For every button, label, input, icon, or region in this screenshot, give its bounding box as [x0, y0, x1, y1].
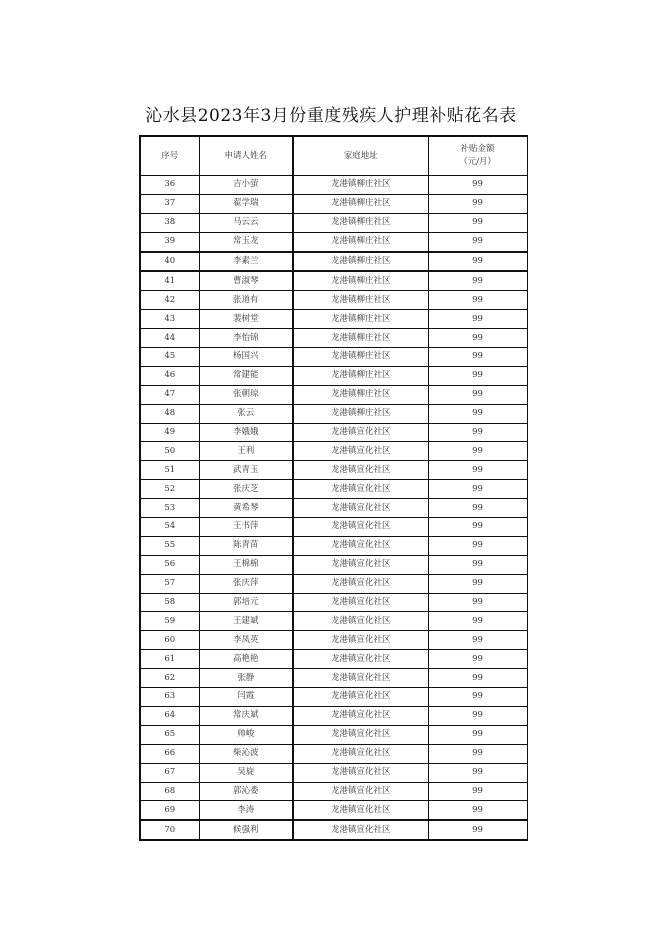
cell-home-address: 龙港镇柳庄社区 — [293, 232, 428, 251]
cell-applicant-name: 高艳艳 — [199, 650, 293, 669]
cell-home-address: 龙港镇柳庄社区 — [293, 213, 428, 232]
table-row — [140, 385, 527, 404]
table-row — [140, 801, 527, 820]
cell-subsidy-amount: 99 — [428, 176, 527, 195]
cell-home-address: 龙港镇柳庄社区 — [293, 310, 428, 329]
table-row — [140, 366, 527, 385]
table-row — [140, 252, 527, 272]
table-row — [140, 423, 527, 442]
cell-applicant-name: 王棉棉 — [199, 555, 293, 574]
cell-index: 47 — [140, 385, 199, 404]
cell-index: 59 — [140, 612, 199, 631]
cell-home-address: 龙港镇柳庄社区 — [293, 404, 428, 423]
cell-home-address: 龙港镇宣化社区 — [293, 461, 428, 480]
cell-applicant-name: 李素兰 — [199, 252, 293, 272]
cell-subsidy-amount: 99 — [428, 725, 527, 744]
cell-subsidy-amount: 99 — [428, 555, 527, 574]
cell-index: 60 — [140, 631, 199, 650]
cell-applicant-name: 郭培元 — [199, 593, 293, 612]
table-row — [140, 518, 527, 537]
cell-applicant-name: 张云 — [199, 404, 293, 423]
cell-home-address: 龙港镇宣化社区 — [293, 536, 428, 555]
table-row — [140, 232, 527, 251]
cell-index: 40 — [140, 252, 199, 272]
cell-index: 67 — [140, 763, 199, 782]
header-amount — [428, 136, 527, 176]
table-row — [140, 442, 527, 461]
cell-subsidy-amount: 99 — [428, 518, 527, 537]
cell-subsidy-amount: 99 — [428, 194, 527, 213]
table-row — [140, 291, 527, 310]
cell-subsidy-amount: 99 — [428, 631, 527, 650]
cell-applicant-name: 杨国兴 — [199, 348, 293, 367]
cell-index: 66 — [140, 744, 199, 763]
cell-home-address: 龙港镇宣化社区 — [293, 706, 428, 725]
cell-applicant-name: 张静 — [199, 669, 293, 688]
cell-index: 56 — [140, 555, 199, 574]
cell-home-address: 龙港镇宣化社区 — [293, 574, 428, 593]
cell-subsidy-amount: 99 — [428, 593, 527, 612]
cell-home-address: 龙港镇宣化社区 — [293, 612, 428, 631]
subsidy-roster-table — [139, 135, 528, 841]
cell-subsidy-amount: 99 — [428, 499, 527, 518]
cell-applicant-name: 武青玉 — [199, 461, 293, 480]
cell-home-address: 龙港镇宣化社区 — [293, 650, 428, 669]
header-name: 申请人姓名 — [199, 136, 293, 176]
table-row — [140, 271, 527, 290]
table-row — [140, 555, 527, 574]
cell-home-address: 龙港镇柳庄社区 — [293, 348, 428, 367]
cell-subsidy-amount: 99 — [428, 271, 527, 290]
table-row — [140, 348, 527, 367]
cell-applicant-name: 马云云 — [199, 213, 293, 232]
table-row — [140, 820, 527, 840]
cell-home-address: 龙港镇宣化社区 — [293, 518, 428, 537]
header-address: 家庭地址 — [293, 136, 428, 176]
header-index: 序号 — [140, 136, 199, 176]
cell-index: 46 — [140, 366, 199, 385]
cell-home-address: 龙港镇宣化社区 — [293, 631, 428, 650]
cell-index: 39 — [140, 232, 199, 251]
table-row — [140, 744, 527, 763]
cell-index: 61 — [140, 650, 199, 669]
cell-subsidy-amount: 99 — [428, 329, 527, 348]
table-row — [140, 499, 527, 518]
table-row — [140, 725, 527, 744]
cell-applicant-name: 李怡锦 — [199, 329, 293, 348]
cell-index: 65 — [140, 725, 199, 744]
table-row — [140, 176, 527, 195]
cell-applicant-name: 闫霞 — [199, 688, 293, 707]
cell-home-address: 龙港镇宣化社区 — [293, 555, 428, 574]
cell-applicant-name: 翟学瑞 — [199, 194, 293, 213]
table-row — [140, 310, 527, 329]
cell-home-address: 龙港镇宣化社区 — [293, 763, 428, 782]
cell-subsidy-amount: 99 — [428, 612, 527, 631]
cell-subsidy-amount: 99 — [428, 348, 527, 367]
table-row — [140, 706, 527, 725]
cell-index: 36 — [140, 176, 199, 195]
cell-subsidy-amount: 99 — [428, 404, 527, 423]
cell-index: 58 — [140, 593, 199, 612]
cell-applicant-name: 常庆斌 — [199, 706, 293, 725]
cell-applicant-name: 黄希琴 — [199, 499, 293, 518]
cell-applicant-name: 柴沁波 — [199, 744, 293, 763]
cell-index: 50 — [140, 442, 199, 461]
table-row — [140, 631, 527, 650]
cell-applicant-name: 张道有 — [199, 291, 293, 310]
cell-index: 41 — [140, 271, 199, 290]
cell-home-address: 龙港镇柳庄社区 — [293, 271, 428, 290]
cell-index: 51 — [140, 461, 199, 480]
cell-applicant-name: 常玉龙 — [199, 232, 293, 251]
table-row — [140, 782, 527, 801]
cell-index: 64 — [140, 706, 199, 725]
table-row — [140, 213, 527, 232]
cell-index: 52 — [140, 480, 199, 499]
table-row — [140, 669, 527, 688]
cell-subsidy-amount: 99 — [428, 820, 527, 840]
cell-index: 69 — [140, 801, 199, 820]
table-row — [140, 612, 527, 631]
cell-subsidy-amount: 99 — [428, 688, 527, 707]
cell-home-address: 龙港镇宣化社区 — [293, 669, 428, 688]
cell-subsidy-amount: 99 — [428, 461, 527, 480]
cell-subsidy-amount: 99 — [428, 366, 527, 385]
table-row — [140, 480, 527, 499]
table-row — [140, 536, 527, 555]
cell-applicant-name: 曹淑琴 — [199, 271, 293, 290]
table-row — [140, 329, 527, 348]
cell-index: 57 — [140, 574, 199, 593]
cell-subsidy-amount: 99 — [428, 480, 527, 499]
cell-subsidy-amount: 99 — [428, 252, 527, 272]
table-row — [140, 593, 527, 612]
cell-home-address: 龙港镇宣化社区 — [293, 423, 428, 442]
cell-index: 45 — [140, 348, 199, 367]
cell-applicant-name: 张庆芝 — [199, 480, 293, 499]
cell-subsidy-amount: 99 — [428, 385, 527, 404]
cell-applicant-name: 裴树堂 — [199, 310, 293, 329]
cell-index: 53 — [140, 499, 199, 518]
cell-index: 44 — [140, 329, 199, 348]
cell-applicant-name: 王利 — [199, 442, 293, 461]
cell-applicant-name: 李凤英 — [199, 631, 293, 650]
cell-home-address: 龙港镇柳庄社区 — [293, 291, 428, 310]
header-amount-unit: （元/月） — [459, 157, 496, 167]
cell-home-address: 龙港镇柳庄社区 — [293, 194, 428, 213]
cell-applicant-name: 郭沁委 — [199, 782, 293, 801]
cell-applicant-name: 王建斌 — [199, 612, 293, 631]
cell-subsidy-amount: 99 — [428, 782, 527, 801]
cell-applicant-name: 王书萍 — [199, 518, 293, 537]
cell-home-address: 龙港镇宣化社区 — [293, 725, 428, 744]
cell-subsidy-amount: 99 — [428, 310, 527, 329]
table-row — [140, 763, 527, 782]
cell-subsidy-amount: 99 — [428, 442, 527, 461]
cell-subsidy-amount: 99 — [428, 669, 527, 688]
cell-applicant-name: 帅峻 — [199, 725, 293, 744]
table-row — [140, 574, 527, 593]
table-row — [140, 688, 527, 707]
cell-applicant-name: 候强利 — [199, 820, 293, 840]
cell-applicant-name: 李娥娥 — [199, 423, 293, 442]
cell-applicant-name: 李涛 — [199, 801, 293, 820]
cell-index: 38 — [140, 213, 199, 232]
cell-subsidy-amount: 99 — [428, 232, 527, 251]
cell-subsidy-amount: 99 — [428, 744, 527, 763]
cell-home-address: 龙港镇柳庄社区 — [293, 329, 428, 348]
table-row — [140, 461, 527, 480]
cell-index: 62 — [140, 669, 199, 688]
cell-home-address: 龙港镇宣化社区 — [293, 744, 428, 763]
table-row — [140, 650, 527, 669]
cell-index: 49 — [140, 423, 199, 442]
cell-home-address: 龙港镇宣化社区 — [293, 480, 428, 499]
table-header-row — [140, 136, 527, 176]
cell-home-address: 龙港镇宣化社区 — [293, 782, 428, 801]
page-title: 沁水县2023年3月份重度残疾人护理补贴花名表 — [145, 106, 517, 126]
cell-home-address: 龙港镇宣化社区 — [293, 442, 428, 461]
cell-subsidy-amount: 99 — [428, 291, 527, 310]
cell-index: 70 — [140, 820, 199, 840]
cell-applicant-name: 吴旋 — [199, 763, 293, 782]
cell-home-address: 龙港镇宣化社区 — [293, 499, 428, 518]
cell-home-address: 龙港镇宣化社区 — [293, 688, 428, 707]
cell-applicant-name: 吉小萤 — [199, 176, 293, 195]
cell-home-address: 龙港镇宣化社区 — [293, 820, 428, 840]
cell-subsidy-amount: 99 — [428, 213, 527, 232]
cell-home-address: 龙港镇柳庄社区 — [293, 176, 428, 195]
cell-home-address: 龙港镇宣化社区 — [293, 593, 428, 612]
cell-index: 68 — [140, 782, 199, 801]
cell-home-address: 龙港镇柳庄社区 — [293, 252, 428, 272]
cell-index: 48 — [140, 404, 199, 423]
table-row — [140, 194, 527, 213]
cell-subsidy-amount: 99 — [428, 763, 527, 782]
cell-index: 42 — [140, 291, 199, 310]
cell-index: 43 — [140, 310, 199, 329]
header-amount-label: 补贴金额 — [460, 144, 495, 154]
cell-applicant-name: 张庆萍 — [199, 574, 293, 593]
cell-index: 37 — [140, 194, 199, 213]
cell-subsidy-amount: 99 — [428, 801, 527, 820]
cell-subsidy-amount: 99 — [428, 574, 527, 593]
cell-home-address: 龙港镇柳庄社区 — [293, 385, 428, 404]
cell-applicant-name: 陈青苗 — [199, 536, 293, 555]
cell-subsidy-amount: 99 — [428, 650, 527, 669]
cell-index: 55 — [140, 536, 199, 555]
cell-subsidy-amount: 99 — [428, 423, 527, 442]
cell-index: 63 — [140, 688, 199, 707]
table-body — [140, 176, 527, 841]
cell-home-address: 龙港镇柳庄社区 — [293, 366, 428, 385]
cell-subsidy-amount: 99 — [428, 536, 527, 555]
cell-applicant-name: 张朝琼 — [199, 385, 293, 404]
cell-subsidy-amount: 99 — [428, 706, 527, 725]
cell-index: 54 — [140, 518, 199, 537]
table-row — [140, 404, 527, 423]
cell-home-address: 龙港镇宣化社区 — [293, 801, 428, 820]
cell-applicant-name: 常建能 — [199, 366, 293, 385]
